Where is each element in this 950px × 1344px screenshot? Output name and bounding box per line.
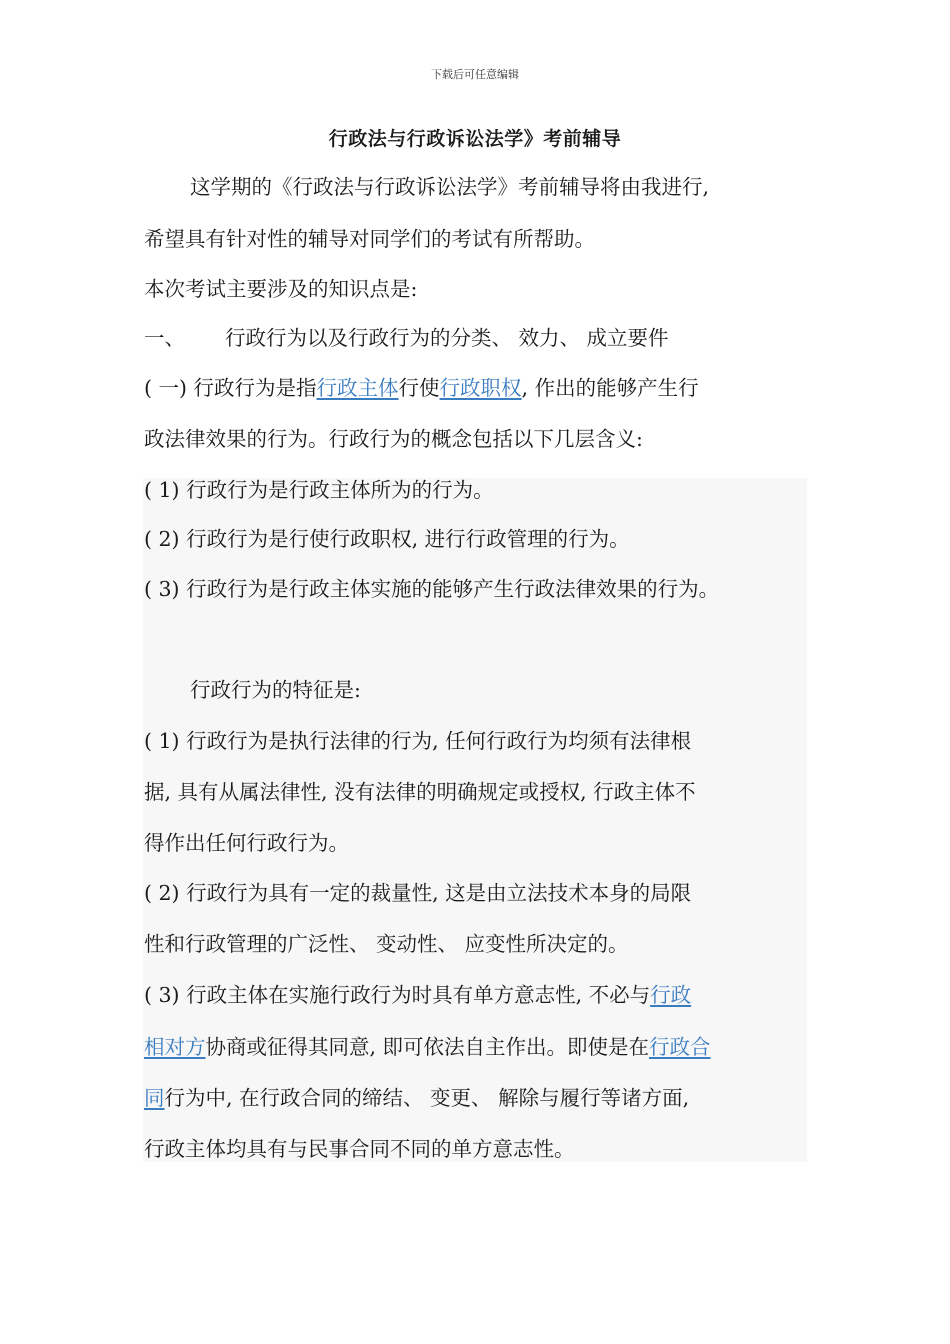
definition-line-2: 政法律效果的行为。行政行为的概念包括以下几层含义: (144, 427, 643, 451)
feature-3-line-3 (144, 1083, 689, 1113)
section-heading (144, 323, 669, 353)
definition-mid: 行使 (398, 376, 440, 400)
link-counterparty-part2[interactable]: 相对方 (144, 1035, 206, 1059)
definition-line-1 (144, 373, 699, 403)
section-heading-text: 行政行为以及行政行为的分类、 效力、 成立要件 (225, 326, 669, 350)
feature-3-line-1 (144, 980, 691, 1010)
link-administrative-power[interactable]: 行政职权 (439, 376, 522, 400)
feature-2-line-1: ( 2) 行政行为具有一定的裁量性, 这是由立法技术本身的局限 (144, 881, 692, 905)
feature-3-prefix: ( 3) 行政主体在实施行政行为时具有单方意志性, 不必与 (144, 983, 651, 1007)
link-counterparty-part1[interactable]: 行政 (650, 983, 692, 1007)
meaning-item-3: ( 3) 行政行为是行政主体实施的能够产生行政法律效果的行为。 (144, 577, 720, 601)
definition-suffix: , 作出的能够产生行 (521, 376, 699, 400)
link-administrative-subject[interactable]: 行政主体 (316, 376, 399, 400)
feature-3-suffix: 行为中, 在行政合同的缔结、 变更、 解除与履行等诸方面, (164, 1086, 690, 1110)
features-heading: 行政行为的特征是: (190, 678, 361, 702)
document-title: 行政法与行政诉讼法学》考前辅导 (328, 128, 622, 150)
feature-2-line-2: 性和行政管理的广泛性、 变动性、 应变性所决定的。 (144, 932, 629, 956)
link-admin-contract-part1[interactable]: 行政合 (649, 1035, 711, 1059)
header-note: 下载后可任意编辑 (431, 68, 519, 81)
feature-1-line-3: 得作出任何行政行为。 (144, 831, 349, 855)
link-admin-contract-part2[interactable]: 同 (144, 1086, 165, 1110)
definition-prefix: ( 一) 行政行为是指 (144, 376, 317, 400)
meaning-item-2: ( 2) 行政行为是行使行政职权, 进行行政管理的行为。 (144, 527, 630, 551)
intro-line-1: 这学期的《行政法与行政诉讼法学》考前辅导将由我进行, (190, 175, 710, 199)
feature-3-line-4: 行政主体均具有与民事合同不同的单方意志性。 (144, 1137, 575, 1161)
meaning-item-1: ( 1) 行政行为是行政主体所为的行为。 (144, 478, 494, 502)
feature-3-line-2 (144, 1032, 711, 1062)
section-number: 一、 (144, 326, 185, 350)
feature-1-line-2: 据, 具有从属法律性, 没有法律的明确规定或授权, 行政主体不 (144, 780, 696, 804)
intro-line-2: 希望具有针对性的辅导对同学们的考试有所帮助。 (144, 227, 595, 251)
feature-3-mid: 协商或征得其同意, 即可依法自主作出。即使是在 (205, 1035, 650, 1059)
feature-1-line-1: ( 1) 行政行为是执行法律的行为, 任何行政行为均须有法律根 (144, 729, 692, 753)
intro-line-3: 本次考试主要涉及的知识点是: (144, 277, 418, 301)
